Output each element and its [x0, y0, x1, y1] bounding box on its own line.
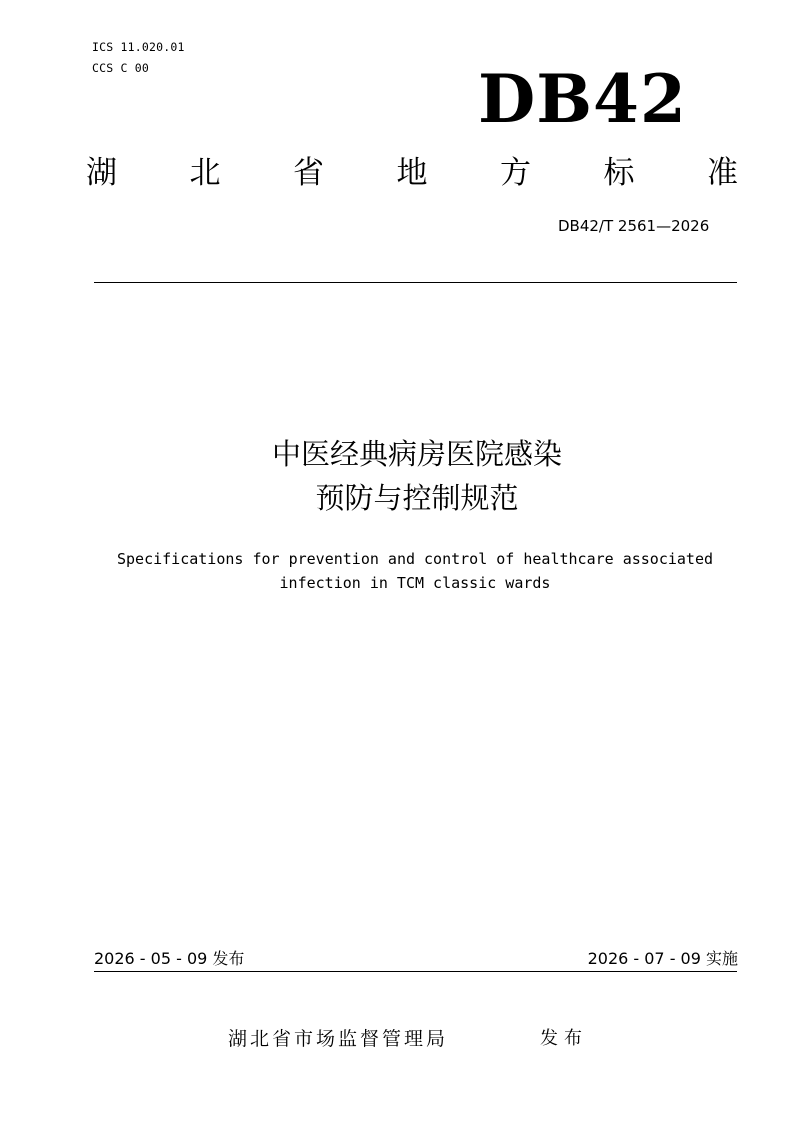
- english-title-line-1: Specifications for prevention and control of healthcare associated: [116, 550, 714, 568]
- db42-logo: DB42: [478, 60, 687, 138]
- standard-type-char: 北: [189, 155, 221, 191]
- standard-type-char: 标: [603, 155, 635, 191]
- issuing-authority: 湖北省市场监督管理局: [228, 1028, 449, 1050]
- standard-type-char: 省: [293, 155, 324, 191]
- header-divider: [94, 282, 737, 283]
- standard-type-char: 地: [396, 155, 428, 191]
- chinese-title-line-2: 预防与控制规范: [315, 481, 519, 515]
- english-title-line-2: infection in TCM classic wards: [279, 574, 551, 592]
- ccs-code: CCS C 00: [92, 61, 149, 75]
- standard-type-char: 方: [500, 155, 531, 191]
- publish-date: 2026 - 05 - 09 发布: [94, 949, 245, 968]
- english-title: [0, 547, 794, 595]
- standard-type-char: 准: [707, 155, 738, 191]
- footer-divider: [94, 971, 737, 972]
- chinese-title: [0, 432, 794, 520]
- ics-code: ICS 11.020.01: [92, 40, 185, 54]
- issue-label: 发布: [540, 1028, 588, 1049]
- chinese-title-line-1: 中医经典病房医院感染: [271, 437, 562, 471]
- implementation-date: 2026 - 07 - 09 实施: [587, 949, 738, 968]
- standard-type-heading: [86, 150, 738, 196]
- standard-type-char: 湖: [86, 155, 117, 191]
- standard-number: DB42/T 2561—2026: [558, 217, 710, 235]
